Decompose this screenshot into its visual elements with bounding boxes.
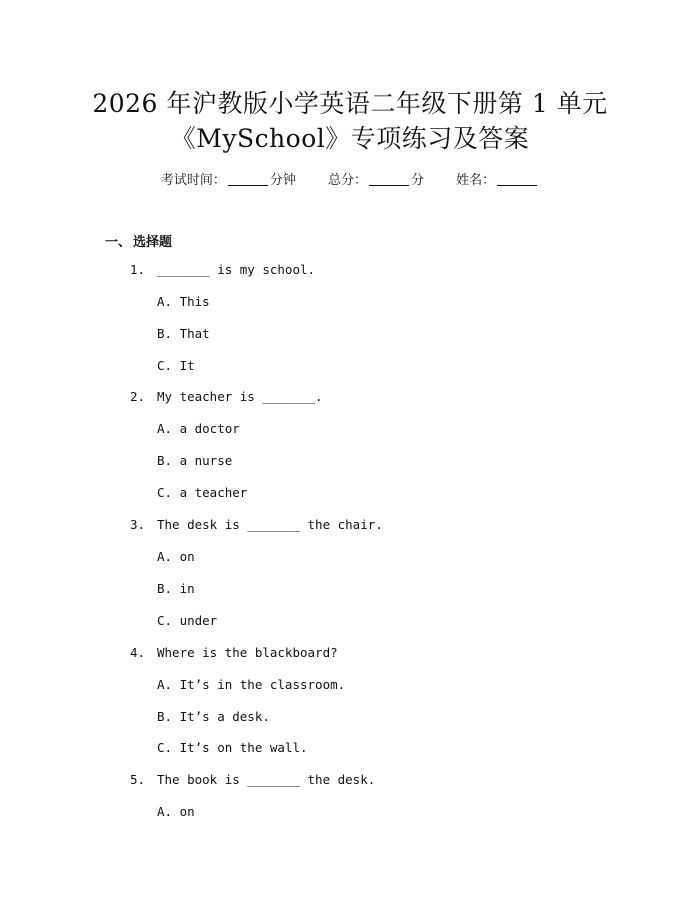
question-text: Where is the blackboard? xyxy=(157,645,338,660)
answer-option: C. It’s on the wall. xyxy=(157,740,308,755)
exam-time-field xyxy=(161,173,300,188)
answer-option: B. That xyxy=(157,326,210,341)
question-text: My teacher is _______. xyxy=(157,389,323,404)
question-text: The desk is _______ the chair. xyxy=(157,517,383,532)
question-number: 2. xyxy=(130,389,146,404)
answer-option: C. It xyxy=(157,358,195,373)
title-line-2: 《MySchool》专项练习及答案 xyxy=(170,124,530,153)
name-field xyxy=(456,173,539,188)
name-blank xyxy=(497,173,537,186)
question-number: 5. xyxy=(130,772,146,787)
total-score-unit: 分 xyxy=(411,173,425,188)
answer-option: C. a teacher xyxy=(157,485,248,500)
question-text: _______ is my school. xyxy=(157,262,316,277)
question-number: 1. xyxy=(130,262,146,277)
section-number: 一、 xyxy=(105,235,132,250)
total-score-label: 总分： xyxy=(327,173,367,188)
exam-time-blank xyxy=(228,173,268,186)
section-title: 选择题 xyxy=(133,235,173,250)
question-number: 4. xyxy=(130,645,146,660)
question-number: 3. xyxy=(130,517,146,532)
total-score-blank xyxy=(369,173,409,186)
answer-option: B. It’s a desk. xyxy=(157,709,270,724)
title-line-1: 2026 年沪教版小学英语二年级下册第 1 单元 xyxy=(92,89,608,118)
answer-option: B. in xyxy=(157,581,195,596)
answer-option: A. on xyxy=(157,804,195,819)
answer-option: A. a doctor xyxy=(157,421,240,436)
total-score-field xyxy=(328,173,428,188)
answer-option: A. on xyxy=(157,549,195,564)
answer-option: C. under xyxy=(157,613,218,628)
answer-option: A. This xyxy=(157,294,210,309)
exam-time-label: 考试时间： xyxy=(160,173,226,188)
name-label: 姓名： xyxy=(456,173,496,188)
question-text: The book is _______ the desk. xyxy=(157,772,376,787)
answer-option: B. a nurse xyxy=(157,453,233,468)
exam-info-row xyxy=(0,169,700,188)
section-heading xyxy=(105,231,172,250)
exam-time-unit: 分钟 xyxy=(269,173,296,188)
answer-option: A. It’s in the classroom. xyxy=(157,677,346,692)
